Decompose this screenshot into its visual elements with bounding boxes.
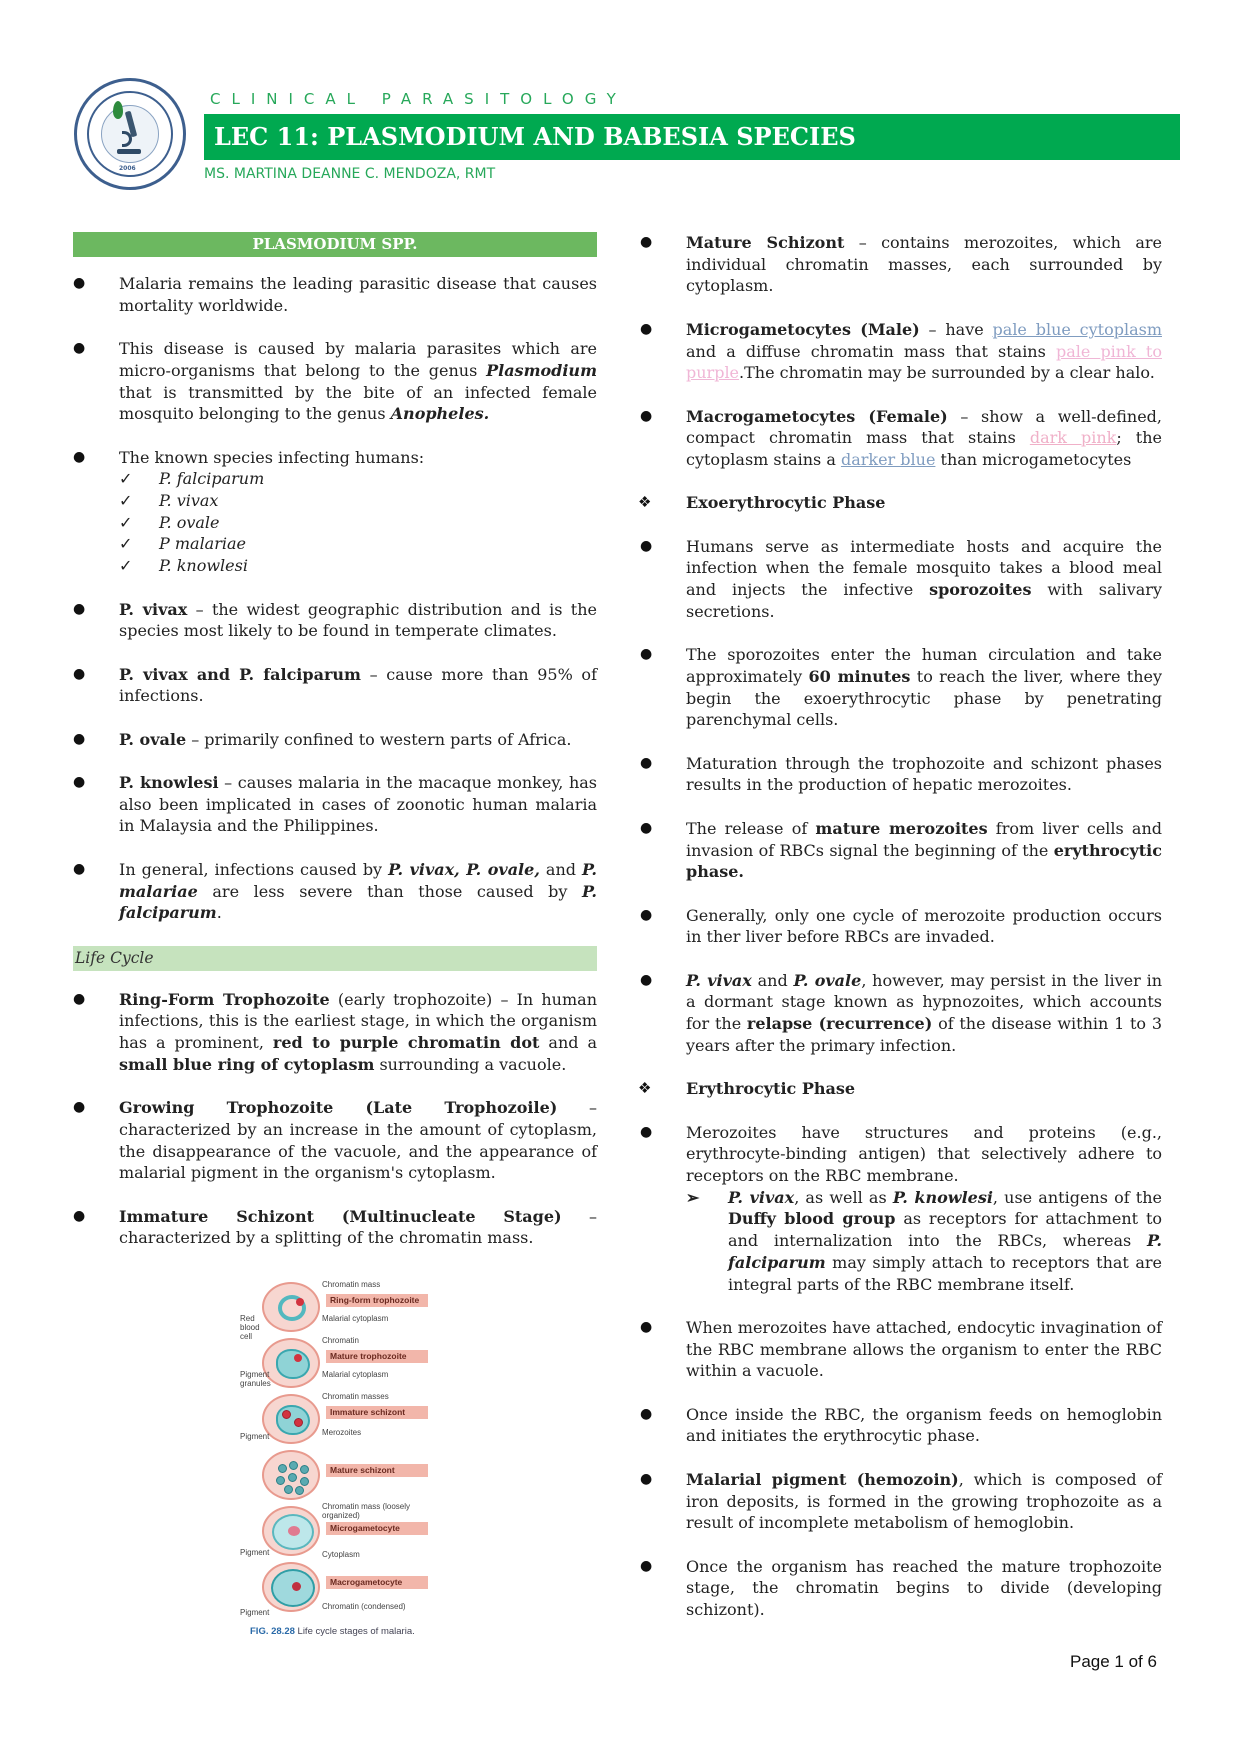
logo-year: 2006 (119, 165, 136, 172)
bullet-icon: ● (73, 275, 86, 291)
bullet-icon: ● (640, 1318, 653, 1335)
bullet-icon: ● (640, 407, 653, 424)
check-icon: ✓ (119, 512, 133, 532)
bullet-icon: ● (73, 774, 86, 791)
species-item: ✓ P. knowlesi (119, 556, 248, 576)
list-item: ● P. vivax – the widest geographic distribution and is the species most likely to be found in temperate climates. (73, 599, 597, 641)
microgametocyte-cell (262, 1506, 320, 1556)
ring-form-cell (262, 1282, 320, 1332)
stage-label: Mature trophozoite (326, 1350, 428, 1363)
bullet-icon: ● (640, 1405, 653, 1422)
list-item: ● Microgametocytes (Male) – have pale blue cytoplasm and a diffuse chromatin mass that stains pale pink to purple.The chromatin may be surrounded by a clear halo. (640, 319, 1162, 383)
list-item: ● In general, infections caused by P. vivax, P. ovale, and P. malariae are less severe than those caused by P. falciparum. (73, 859, 597, 923)
arrow-bullet-icon: ➢ (686, 1187, 700, 1207)
list-item: ● Once inside the RBC, the organism feeds on hemoglobin and initiates the erythrocytic phase. (640, 1404, 1162, 1446)
list-item: ● Generally, only one cycle of merozoite production occurs in ther liver before RBCs are invaded. (640, 905, 1162, 947)
lecture-title: LEC 11: PLASMODIUM AND BABESIA SPECIES (214, 122, 856, 151)
list-item: ● P. vivax and P. falciparum – cause more than 95% of infections. (73, 664, 597, 706)
stage-label: Immature schizont (326, 1406, 428, 1419)
list-item: ● Malaria remains the leading parasitic disease that causes mortality worldwide. (73, 274, 597, 315)
bullet-icon: ● (640, 234, 653, 250)
bullet-icon: ● (73, 600, 86, 617)
diamond-bullet-icon: ❖ (638, 493, 652, 512)
species-item: ✓ P. vivax (119, 491, 219, 510)
figure-caption: FIG. 28.28 Life cycle stages of malaria. (250, 1626, 415, 1637)
bullet-icon: ● (640, 906, 653, 923)
list-item: ● P. vivax and P. ovale, however, may persist in the liver in a dormant stage known as hypnozoites, which accounts for the relapse (recurrence) of the disease within 1 to 3 years after the primary infection. (640, 970, 1163, 1055)
bullet-icon: ● (640, 1470, 653, 1487)
section-title: PLASMODIUM SPP. (73, 232, 597, 257)
list-item: ● Malarial pigment (hemozoin), which is composed of iron deposits, is formed in the growing trophozoite as a result of incomplete metabolism of hemoglobin. (640, 1469, 1162, 1533)
subheading-erythrocytic: ❖ Erythrocytic Phase (638, 1079, 856, 1099)
bullet-icon: ● (73, 990, 86, 1007)
bullet-icon: ● (73, 860, 86, 877)
stage-label: Mature schizont (326, 1464, 428, 1477)
list-item: ● Growing Trophozoite (Late Trophozoile) – characterized by an increase in the amount of cytoplasm, the disappearance of the vacuole, and the appearance of malarial pigment in the organism's cytoplasm. (73, 1098, 597, 1183)
bullet-icon: ● (73, 1207, 86, 1224)
subheading-exoerythrocytic: ❖ Exoerythrocytic Phase (638, 493, 886, 513)
check-icon: ✓ (119, 491, 133, 510)
bullet-icon: ● (640, 1123, 653, 1140)
bullet-icon: ● (640, 646, 653, 663)
list-item: ● Immature Schizont (Multinucleate Stage) – characterized by a splitting of the chromatin mass. (73, 1206, 597, 1248)
list-item: ● Macrogametocytes (Female) – show a well-defined, compact chromatin mass that stains dark pink; the cytoplasm stains a darker blue than microgametocytes (640, 406, 1163, 469)
bullet-icon: ● (640, 754, 653, 771)
list-item: ● P. ovale – primarily confined to western parts of Africa. (73, 729, 572, 749)
list-item: ● This disease is caused by malaria parasites which are micro-organisms that belong to the genus Plasmodium that is transmitted by the bite of an infected female mosquito belonging to the genus Anopheles. (73, 339, 597, 424)
bullet-icon: ● (73, 448, 86, 465)
stage-label: Macrogametocyte (326, 1576, 428, 1589)
microscope-icon (121, 111, 139, 155)
list-item: ● Humans serve as intermediate hosts and acquire the infection when the female mosquito takes a blood meal and injects the infective sporozoites with salivary secretions. (640, 536, 1162, 621)
bullet-icon: ● (640, 971, 653, 988)
check-icon: ✓ (119, 469, 133, 489)
stage-label: Ring-form trophozoite (326, 1294, 428, 1307)
life-cycle-heading: Life Cycle (73, 946, 597, 971)
species-list (73, 468, 597, 577)
bullet-icon: ● (73, 730, 86, 747)
right-column (640, 232, 1162, 1642)
list-item: ● Maturation through the trophozoite and schizont phases results in the production of hepatic merozoites. (640, 753, 1162, 795)
species-item: ✓ P. ovale (119, 512, 220, 532)
list-item: ● When merozoites have attached, endocytic invagination of the RBC membrane allows the organism to enter the RBC within a vacuole. (640, 1317, 1162, 1381)
course-name: CLINICAL PARASITOLOGY (210, 90, 627, 108)
check-icon: ✓ (119, 534, 133, 554)
macrogametocyte-cell (262, 1562, 320, 1612)
diamond-bullet-icon: ❖ (638, 1079, 652, 1098)
bullet-icon: ● (73, 665, 86, 682)
bullet-icon: ● (640, 320, 653, 337)
list-item: ● The sporozoites enter the human circulation and take approximately 60 minutes to reach the liver, where they begin the exoerythrocytic phase by penetrating parenchymal cells. (640, 645, 1163, 730)
mature-trophozoite-cell (262, 1338, 320, 1388)
list-item: ● Merozoites have structures and proteins (e.g., erythrocyte-binding antigen) that selectively adhere to receptors on the RBC membrane. ➢ P. vivax, as well as P. knowlesi, use antigens of the Duffy blood group as receptors for attachment to and internalization into the RBCs, whereas P. falciparum may simply attach to receptors that are integral parts of the RBC membrane itself. (640, 1122, 1163, 1294)
title-banner (204, 114, 1180, 160)
institution-logo (74, 78, 186, 190)
left-column (73, 232, 597, 1271)
species-item: ✓ P. falciparum (119, 469, 265, 489)
bullet-icon: ● (640, 819, 653, 836)
bullet-icon: ● (640, 537, 653, 554)
life-cycle-figure: Chromatin mass Ring-form trophozoite Red blood cell Malarial cytoplasm Chromatin Mature trophozoite Pigment granules Malarial cytoplasm Chromatin masses Immature schizont Pigment Merozoites Mature schizont Chromatin mass (loosely organized) Microgametocyte Pigment Cytoplasm Macrogametocyte Pigment Chromatin (condensed) FIG. 28.28 Life cycle stages of malaria. (240, 1278, 440, 1638)
list-item: ● Mature Schizont – contains merozoites, which are individual chromatin masses, each surrounded by cytoplasm. (640, 233, 1163, 296)
list-item: ● Ring-Form Trophozoite (early trophozoite) – In human infections, this is the earliest stage, in which the organism has a prominent, red to purple chromatin dot and a small blue ring of cytoplasm surrounding a vacuole. (73, 989, 598, 1074)
list-item: ● Once the organism has reached the mature trophozoite stage, the chromatin begins to divide (developing schizont). (640, 1556, 1162, 1620)
list-item: ● The release of mature merozoites from liver cells and invasion of RBCs signal the beginning of the erythrocytic phase. (640, 818, 1162, 882)
stage-label: Microgametocyte (326, 1522, 428, 1535)
check-icon: ✓ (119, 556, 133, 576)
species-item: ✓ P malariae (119, 534, 246, 554)
bullet-icon: ● (73, 340, 86, 357)
list-item: ● The known species infecting humans: (73, 447, 425, 467)
lecturer-name: MS. MARTINA DEANNE C. MENDOZA, RMT (204, 166, 496, 182)
page-number: Page 1 of 6 (1070, 1652, 1157, 1671)
bullet-icon: ● (73, 1099, 86, 1116)
bullet-icon: ● (640, 1557, 653, 1574)
list-item: ● P. knowlesi – causes malaria in the macaque monkey, has also been implicated in cases of zoonotic human malaria in Malaysia and the Philippines. (73, 773, 598, 836)
sub-list-item: ➢ P. vivax, as well as P. knowlesi, use antigens of the Duffy blood group as receptors for attachment to and internalization into the RBCs, whereas P. falciparum may simply attach to receptors that are integral parts of the RBC membrane itself. (686, 1187, 1163, 1294)
mature-schizont-cell (262, 1450, 320, 1500)
immature-schizont-cell (262, 1394, 320, 1444)
